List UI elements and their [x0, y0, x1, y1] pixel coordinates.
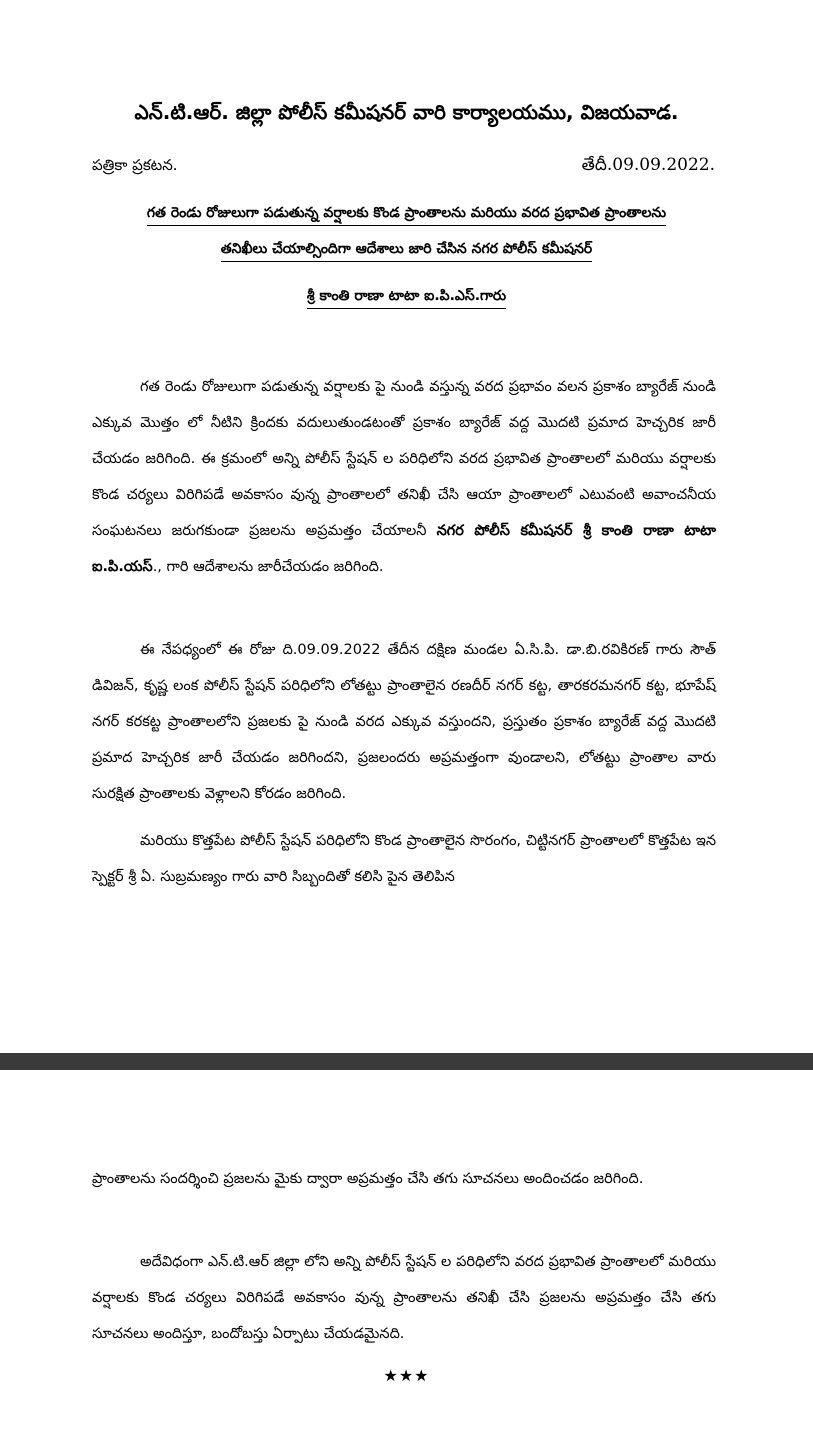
paragraph-4: ప్రాంతాలను సందర్శించి ప్రజలను మైకు ద్వారా అప్రమత్తం చేసి తగు సూచనలు అందించడం జరిగింది.: [92, 1171, 644, 1187]
page-divider: [0, 1053, 813, 1070]
paragraph-5: అదేవిధంగా ఎన్.టి.ఆర్ జిల్లా లోని అన్ని పోలీస్ స్టేషన్ ల పరిధిలోని వరద ప్రభావిత ప్రాంతాలలో మరియు వర్షాలకు కొండ చర్యలు విరిగిపడే అవకాసం వున్న ప్రాంతాలను తనిఖీ చేసి ప్రజలను అప్రమత్తం చేసి తగు సూచనలు అందిస్తూ, బందోబస్తు ఏర్పాటు చేయడమైనది.: [92, 1254, 716, 1342]
paragraph-3: మరియు కొత్తపేట పోలీస్ స్టేషన్ పరిధిలోని కొండ ప్రాంతాలైన సొరంగం, చిట్టినగర్ ప్రాంతాలలో కొత్తపేట ఇన స్పెక్టర్ శ్రీ ఏ. సుబ్రమణ్యం గారు వారి సిబ్బందితో కలిసి పైన తెలిపిన: [92, 833, 716, 885]
document-title: ఎన్.టి.ఆర్. జిల్లా పోలీస్ కమీషనర్ వారి కార్యాలయము, విజయవాడ.: [134, 100, 679, 124]
document-page-2: [0, 1070, 813, 1454]
paragraph-1: గత రెండు రోజులుగా పడుతున్న వర్షాలకు పై నుండి వస్తున్న వరద ప్రభావం వలన ప్రకాశం బ్యారేజ్ నుండి ఎక్కువ మొత్తం లో నీటిని క్రిందకు వదులుతుండటంతో ప్రకాశం బ్యారేజ్ వద్ద మొదటి ప్రమాద హెచ్చరిక జారీ చేయడం జరిగింది. ఈ క్రమంలో అన్ని పోలీస్ స్టేషన్ ల పరిధిలోని వరద ప్రభావిత ప్రాంతాలలో మరియు వర్షాలకు కొండ చర్యలు విరిగిపడే అవకాసం వున్న ప్రాంతాలలో తనిఖీ చేసి ఆయా ప్రాంతాలలో ఎటువంటి అవాంచనీయ సంఘటనలు జరుగకుండా ప్రజలను అప్రమత్తం చేయాలనీ నగర పోలీస్ కమీషనర్ శ్రీ కాంతి రాణా టాటా ఐ.పి.యస్., గారి ఆదేశాలను జారీచేయడం జరిగింది.: [92, 379, 716, 575]
paragraph-1-bold: నగర పోలీస్ కమీషనర్ శ్రీ కాంతి రాణా టాటా ఐ.పి.యస్: [92, 523, 716, 575]
document-date: తేదీ.09.09.2022.: [581, 155, 715, 175]
end-mark: ★★★: [383, 1366, 430, 1385]
headline-line-2: తనిఖీలు చేయాల్సిందిగా ఆదేశాలు జారి చేసిన నగర పోలీస్ కమీషనర్: [0, 236, 813, 262]
press-release-label: పత్రికా ప్రకటన.: [92, 156, 178, 174]
paragraph-2: ఈ నేపధ్యంలో ఈ రోజు ది.09.09.2022 తేదీన దక్షిణ మండల ఏ.సి.పి. డా.బి.రవికిరణ్ గారు సౌత్ డివిజన్, కృష్ణ లంక పోలీస్ స్టేషన్ పరిధిలోని లోతట్టు ప్రాంతాలైన రణదీర్ నగర్ కట్ట, తారకరమనగర్ కట్ట, భూపేష్ నగర్ కరకట్ట ప్రాంతాలలోని ప్రజలకు పై నుండి వరద ఎక్కువ వస్తుందని, ప్రస్తుతం ప్రకాశం బ్యారేజ్ వద్ద మొదటి ప్రమాద హెచ్చరిక జారీ చేయడం జరిగిందని, ప్రజలందరు అప్రమత్తంగా వుండాలని, లోతట్టు ప్రాంతాల వారు సురక్షిత ప్రాంతాలకు వెళ్లాలని కోరడం జరిగింది.: [92, 642, 716, 802]
headline-line-3: శ్రీ కాంతి రాణా టాటా ఐ.పి.ఎస్.గారు: [0, 283, 813, 309]
headline-line-1: గత రెండు రోజులుగా పడుతున్న వర్షాలకు కొండ ప్రాంతాలను మరియు వరద ప్రభావిత ప్రాంతాలను: [0, 200, 813, 226]
